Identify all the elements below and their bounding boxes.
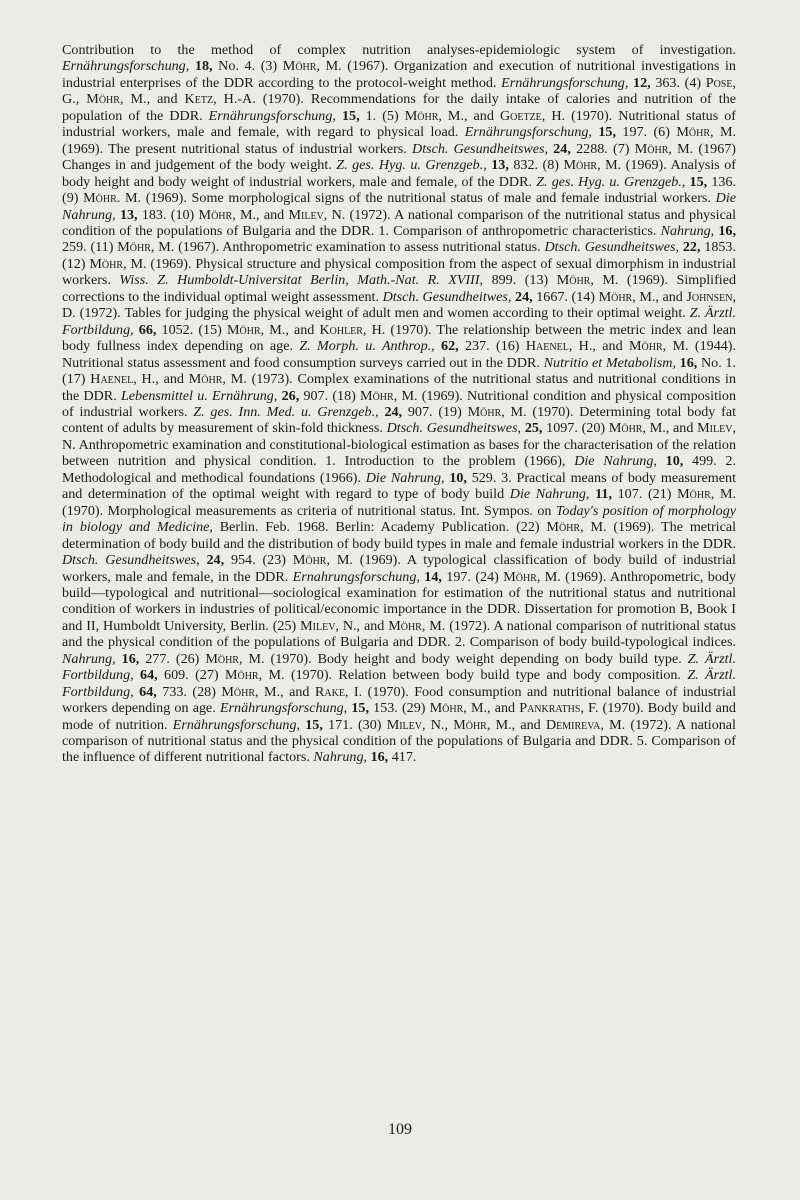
reference-text: , H. (1970). The relationship between the metric index and lean body fullness index depending on age. bbox=[62, 321, 737, 355]
reference-text: 197. (6) bbox=[615, 124, 677, 141]
journal-title: Z. ges. Hyg. u. Grenzgeb., bbox=[336, 157, 487, 174]
author-name: Johnsen bbox=[686, 288, 733, 305]
reference-text: , H., and bbox=[133, 371, 189, 388]
author-name: Möhr bbox=[634, 140, 669, 157]
journal-title: Nahrung, bbox=[313, 749, 368, 766]
reference-text: 197. (24) bbox=[441, 568, 504, 585]
reference-text: , M., and bbox=[486, 716, 546, 733]
reference-text: , M. (1970). Determining total body fat content of adults by measurement of skin-fold thickness. bbox=[62, 403, 736, 437]
author-name: Kohler bbox=[319, 321, 363, 338]
reference-text: . M. (1969). Some morphological signs of the nutritional status of male and female industrial workers. bbox=[116, 190, 716, 207]
reference-text: , M. (1972). A national comparison of nutritional status and the physical condition of the populations of Bulgaria and DDR. 5. Comparison of the influence of different nutritional factors. bbox=[62, 716, 736, 766]
reference-text: 733. (28) bbox=[156, 683, 222, 700]
journal-title: Lebensmittel u. Ernährung, bbox=[120, 387, 278, 404]
reference-text: 136. (9) bbox=[62, 173, 736, 207]
reference-text: 899. (13) bbox=[483, 272, 557, 289]
author-name: Möhr bbox=[608, 420, 643, 437]
reference-text: , M., and bbox=[232, 206, 289, 223]
volume-number: 12, bbox=[633, 74, 651, 91]
reference-text: 183. (10) bbox=[137, 206, 199, 223]
author-name: Möhr bbox=[221, 683, 256, 700]
author-name: Möhr bbox=[89, 255, 124, 272]
author-name: Demireva bbox=[545, 716, 601, 733]
journal-title: Dtsch. Gesundheitswes, bbox=[386, 420, 522, 437]
reference-text: 1052. (15) bbox=[156, 321, 227, 338]
author-name: Milev bbox=[288, 206, 324, 223]
author-name: Milev bbox=[386, 716, 422, 733]
journal-title: Z. Morph. u. Anthrop., bbox=[299, 338, 435, 355]
volume-number: 16, bbox=[679, 354, 698, 371]
reference-text: , D. (1972). Tables for judging the physical weight of adult men and women according to their optimal weight. bbox=[62, 288, 736, 322]
author-name: Pose bbox=[705, 74, 733, 91]
volume-number: 10, bbox=[449, 469, 467, 486]
volume-number: 24, bbox=[384, 403, 403, 420]
reference-text: 153. (29) bbox=[369, 700, 430, 717]
reference-text: 171. (30) bbox=[322, 716, 387, 733]
journal-title: Die Nahrung, bbox=[365, 469, 445, 486]
reference-text: 954. (23) bbox=[224, 552, 293, 569]
volume-number: 15, bbox=[689, 173, 708, 190]
reference-text: , N. Anthropometric examination and constitutional-biological estimation as bases for the characterisation of the relation between nutrition and physical condition. 1. Introduction to the problem (1966), bbox=[62, 420, 736, 470]
author-name: Möhr bbox=[546, 519, 581, 536]
author-name: Möhr bbox=[282, 58, 317, 75]
reference-text: , M. (1967). Anthropometric examination to assess nutritional status. bbox=[150, 239, 545, 256]
journal-title: Ernährungsforschung, bbox=[219, 700, 348, 717]
journal-title: Ernährungsforschung, bbox=[501, 74, 629, 91]
volume-number: 24, bbox=[515, 288, 533, 305]
reference-text: 1667. (14) bbox=[532, 288, 599, 305]
author-name: Möhr bbox=[429, 700, 464, 717]
reference-text: , M., and bbox=[632, 288, 687, 305]
reference-text: , H. (1970). Nutritional status of industrial workers, male and female, with regard to physical load. bbox=[62, 107, 736, 141]
volume-number: 14, bbox=[424, 568, 442, 585]
journal-title: Ernährungsforschung, bbox=[464, 124, 592, 141]
reference-text: 1. (5) bbox=[359, 107, 405, 124]
reference-text: , M., and bbox=[438, 107, 500, 124]
journal-title: Dtsch. Gesundheitswes, bbox=[412, 140, 549, 157]
author-name: Milev bbox=[300, 617, 336, 634]
reference-list bbox=[62, 42, 736, 766]
journal-title: Nahrung, bbox=[660, 222, 715, 239]
reference-text: Contribution to the method of complex nutrition analyses-epidemiologic system of investigation. bbox=[62, 42, 736, 58]
reference-text: , G., bbox=[62, 74, 736, 108]
author-name: Haenel bbox=[525, 338, 569, 355]
journal-title: Today's position of morphology in biology and Medicine, bbox=[62, 502, 737, 536]
reference-text: 499. 2. Methodological and methodical foundations (1966). bbox=[62, 453, 737, 486]
volume-number: 62, bbox=[441, 338, 459, 355]
author-name: Ketz bbox=[184, 91, 214, 108]
reference-text: , M. (1969). The metrical determination of body build and the distribution of body build types in male and female industrial workers in the DDR. bbox=[62, 519, 736, 552]
volume-number: 15, bbox=[305, 716, 323, 733]
journal-title: Die Nahrung, bbox=[509, 486, 590, 503]
author-name: Möhr bbox=[467, 403, 502, 420]
author-name: Möhr bbox=[503, 568, 537, 585]
reference-text: , M. (1970). Relation between body build type and body composition. bbox=[258, 667, 688, 684]
reference-text: , M. (1970). Body height and body weight depending on body build type. bbox=[238, 650, 688, 667]
volume-number: 11, bbox=[595, 486, 612, 503]
author-name: Möhr bbox=[563, 157, 598, 174]
reference-text: 832. (8) bbox=[508, 157, 564, 174]
journal-title: Dtsch. Gesundheitwes, bbox=[382, 288, 512, 305]
reference-text: 907. (19) bbox=[402, 403, 468, 420]
reference-text: , M. (1967). Organization and execution of nutritional investigations in industrial enterprises of the DDR according to the protocol-weight method. bbox=[62, 58, 736, 91]
reference-text: No. 1. (17) bbox=[62, 354, 736, 388]
journal-title: Die Nahrung, bbox=[62, 190, 736, 223]
volume-number: 15, bbox=[351, 700, 369, 717]
reference-text: 363. (4) bbox=[650, 74, 706, 91]
reference-text: , M. (1969). Anthropometric, body build—typological and nutritional—sociological examination for estimation of the nutritional status and nutritional condition of workers in industries of political/economic importance in the DDR. Dissertation for promotion B, Book I and II, Humboldt University, Berlin. (25) bbox=[62, 568, 736, 634]
author-name: Möhr bbox=[360, 387, 394, 404]
volume-number: 16, bbox=[718, 222, 736, 239]
volume-number: 66, bbox=[138, 321, 157, 338]
reference-text: , M., and bbox=[119, 91, 185, 108]
journal-title: Die Nahrung, bbox=[574, 453, 657, 470]
volume-number: 24, bbox=[553, 140, 571, 157]
author-name: Möhr bbox=[556, 272, 591, 289]
volume-number: 22, bbox=[682, 239, 701, 256]
volume-number: 13, bbox=[491, 157, 509, 174]
reference-text: , M., and bbox=[463, 700, 520, 717]
reference-text: 277. (26) bbox=[139, 650, 206, 667]
journal-title: Nutritio et Metabolism, bbox=[543, 354, 676, 371]
reference-text: , N., and bbox=[335, 617, 389, 634]
author-name: Möhr bbox=[628, 338, 663, 355]
reference-text bbox=[657, 453, 666, 469]
reference-text: , M. (1972). A national comparison of nutritional status and the physical condition of the populations of Bulgaria and DDR. 2. Comparison of body build-typological indices. bbox=[62, 617, 736, 651]
journal-title: Wiss. Z. Humboldt-Universitat Berlin, Math.-Nat. R. XVIII, bbox=[119, 272, 484, 289]
author-name: Möhr bbox=[83, 190, 117, 207]
reference-text: No. 4. (3) bbox=[212, 58, 283, 75]
reference-text: , M. (1944). Nutritional status assessment and food consumption surveys carried out in the DDR. bbox=[62, 338, 737, 371]
author-name: Möhr bbox=[598, 288, 633, 305]
journal-title: Dtsch. Gesundheitswes, bbox=[62, 552, 200, 569]
journal-title: Ernahrungsforschung, bbox=[292, 568, 420, 585]
reference-text: , H.-A. (1970). Recommendations for the daily intake of calories and nutrition of the population of the DDR. bbox=[62, 91, 736, 124]
reference-text: , M. (1973). Complex examinations of the nutritional status and nutritional conditions in the DDR. bbox=[62, 371, 736, 404]
reference-text: 259. (11) bbox=[62, 239, 118, 256]
reference-text: , N., bbox=[422, 716, 454, 733]
journal-title: Z. Ärztl. Fortbildung, bbox=[62, 667, 737, 700]
volume-number: 10, bbox=[665, 453, 684, 470]
author-name: Möhr bbox=[188, 371, 223, 388]
reference-text: 529. 3. Practical means of body measurement and determination of the optimal weight with regard to type of body build bbox=[62, 469, 736, 503]
author-name: Möhr bbox=[404, 107, 439, 124]
journal-title: Nahrung, bbox=[62, 650, 116, 667]
journal-title: Z. ges. Hyg. u. Grenzgeb., bbox=[536, 173, 686, 190]
reference-text: , M. (1969). Physical structure and physical composition from the aspect of sexual dimorphism in industrial workers. bbox=[62, 255, 736, 289]
reference-text: , M., and bbox=[255, 683, 315, 700]
volume-number: 25, bbox=[524, 420, 543, 437]
reference-text: , M. (1969). Analysis of body height and body weight of industrial workers, male and female, of the DDR. bbox=[62, 157, 736, 190]
volume-number: 16, bbox=[370, 749, 389, 766]
reference-text: , H., and bbox=[568, 338, 629, 355]
reference-text: , M., and bbox=[642, 420, 698, 437]
reference-text: 609. (27) bbox=[157, 667, 225, 684]
reference-text: 237. (16) bbox=[458, 338, 526, 355]
author-name: Möhr bbox=[453, 716, 487, 733]
reference-text: , M. (1967) Changes in and judgement of the body weight. bbox=[62, 140, 736, 174]
reference-text: , I. (1970). Food consumption and nutritional balance of industrial workers depending on age. bbox=[62, 683, 737, 717]
author-name: Möhr bbox=[676, 124, 710, 141]
reference-text: 1853. (12) bbox=[62, 239, 737, 272]
author-name: Möhr bbox=[205, 650, 239, 667]
journal-title: Ernährungsforschung, bbox=[208, 107, 336, 124]
reference-text: , M. (1970). Morphological measurements as criteria of nutritional status. Int. Sympos. on bbox=[62, 486, 737, 519]
volume-number: 15, bbox=[341, 107, 360, 124]
journal-title: Ernährungsforschung, bbox=[62, 58, 190, 75]
reference-text: 907. (18) bbox=[299, 387, 361, 404]
journal-title: Ernährungsforschung, bbox=[172, 716, 301, 733]
volume-number: 15, bbox=[598, 124, 616, 141]
reference-text: , F. (1970). Body build and mode of nutrition. bbox=[62, 700, 736, 733]
reference-text: 107. (21) bbox=[611, 486, 678, 503]
volume-number: 26, bbox=[281, 387, 300, 404]
reference-text: 417. bbox=[388, 749, 417, 766]
volume-number: 16, bbox=[121, 650, 140, 667]
author-name: Möhr bbox=[117, 239, 151, 256]
journal-title: Z. ges. Inn. Med. u. Grenzgeb., bbox=[193, 403, 379, 420]
journal-title: Dtsch. Gesundheitswes, bbox=[544, 239, 680, 256]
reference-text: , M. (1969). Nutritional condition and physical composition of industrial workers. bbox=[62, 387, 737, 420]
volume-number: 64, bbox=[140, 667, 158, 684]
page-number: 109 bbox=[388, 1121, 412, 1138]
author-name: Möhr bbox=[292, 552, 327, 569]
author-name: Möhr bbox=[86, 91, 120, 108]
author-name: Pankraths bbox=[519, 700, 581, 717]
reference-text: , M. (1969). A typological classification of body build of industrial workers, male and female, in the DDR. bbox=[62, 552, 736, 585]
author-name: Möhr bbox=[388, 617, 422, 634]
author-name: Möhr bbox=[677, 486, 711, 503]
reference-text: 2288. (7) bbox=[570, 140, 635, 157]
reference-text: , M., and bbox=[260, 321, 320, 338]
reference-text: , M. (1969). The present nutritional status of industrial workers. bbox=[62, 124, 736, 157]
reference-text: , M. (1969). Simplified corrections to the individual optimal weight assessment. bbox=[62, 272, 736, 305]
author-name: Milev bbox=[697, 420, 733, 437]
volume-number: 13, bbox=[119, 206, 138, 223]
volume-number: 24, bbox=[206, 552, 225, 569]
author-name: Goetze bbox=[499, 107, 542, 124]
reference-text: , N. (1972). A national comparison of the nutritional status and physical condition of the populations of Bulgaria and the DDR. 1. Comparison of anthropometric characteristics. bbox=[62, 206, 736, 239]
author-name: Haenel bbox=[90, 371, 134, 388]
journal-title: Z. Ärztl. Fortbildung, bbox=[62, 305, 736, 338]
author-name: Möhr bbox=[226, 321, 261, 338]
reference-text: Berlin. Feb. 1968. Berlin: Academy Publication. (22) bbox=[212, 519, 547, 536]
author-name: Rake bbox=[314, 683, 345, 700]
author-name: Möhr bbox=[198, 206, 233, 223]
volume-number: 64, bbox=[139, 683, 157, 700]
reference-text: 1097. (20) bbox=[542, 420, 609, 437]
volume-number: 18, bbox=[194, 58, 213, 75]
journal-title: Z. Ärztl. Fortbildung, bbox=[62, 650, 736, 684]
author-name: Möhr bbox=[224, 667, 259, 684]
